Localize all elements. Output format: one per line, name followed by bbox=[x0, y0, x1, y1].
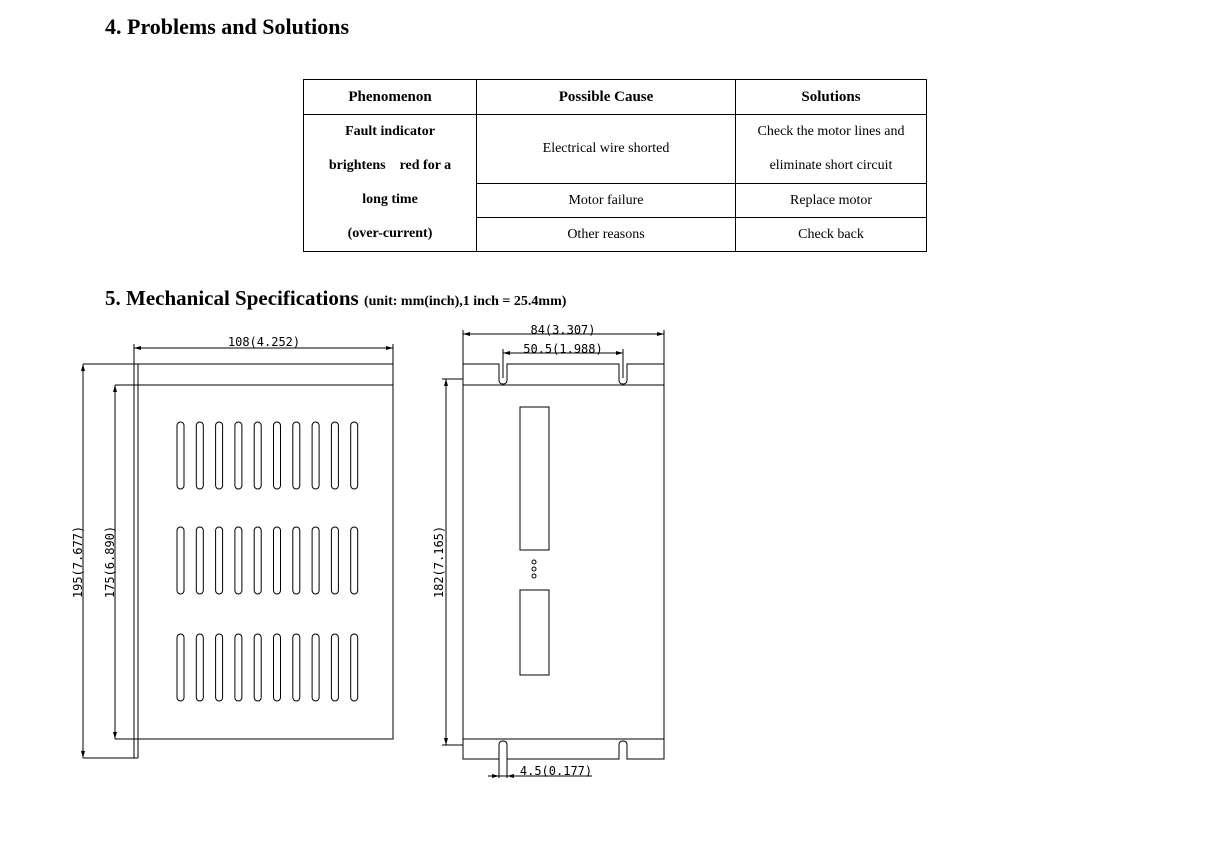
section-4-title: 4. Problems and Solutions bbox=[105, 14, 350, 39]
arrow-icon bbox=[507, 774, 514, 778]
arrow-icon bbox=[503, 351, 510, 355]
vent-slot bbox=[312, 634, 319, 701]
vent-slot bbox=[235, 527, 242, 594]
vent-slot bbox=[351, 422, 358, 489]
front-view-bottom-flange bbox=[463, 739, 664, 759]
solution-line: Check the motor lines and bbox=[757, 124, 905, 139]
arrow-icon bbox=[616, 351, 623, 355]
vent-slot bbox=[274, 634, 281, 701]
vent-slot bbox=[196, 527, 203, 594]
arrow-icon bbox=[134, 346, 141, 350]
front-view-body bbox=[463, 385, 664, 739]
arrow-icon bbox=[657, 332, 664, 336]
phenomenon-line: brightens red for a bbox=[328, 158, 452, 173]
dim-label-slot-width: 4.5(0.177) bbox=[519, 764, 593, 778]
vent-slot bbox=[331, 527, 338, 594]
arrow-icon bbox=[81, 364, 85, 371]
front-view-top-flange bbox=[463, 364, 664, 385]
arrow-icon bbox=[492, 774, 499, 778]
arrow-icon bbox=[463, 332, 470, 336]
vent-slot bbox=[177, 634, 184, 701]
arrow-icon bbox=[113, 732, 117, 739]
dim-label-side-height-inner: 175(6.890) bbox=[103, 525, 117, 599]
phenomenon-line: Fault indicator bbox=[345, 124, 435, 139]
vent-slot bbox=[293, 422, 300, 489]
vent-slot bbox=[331, 422, 338, 489]
vent-slot bbox=[216, 634, 223, 701]
cause-cell: Motor failure bbox=[477, 184, 736, 218]
vent-slot bbox=[254, 527, 261, 594]
vent-slot bbox=[254, 422, 261, 489]
vent-slot bbox=[331, 634, 338, 701]
vent-slot bbox=[293, 634, 300, 701]
arrow-icon bbox=[113, 385, 117, 392]
header-phenomenon: Phenomenon bbox=[304, 80, 477, 115]
vent-slot bbox=[312, 422, 319, 489]
vent-slot bbox=[177, 422, 184, 489]
vent-slot bbox=[216, 422, 223, 489]
header-possible-cause: Possible Cause bbox=[477, 80, 736, 115]
vent-slot bbox=[254, 634, 261, 701]
arrow-icon bbox=[81, 751, 85, 758]
front-connector-upper bbox=[520, 407, 549, 550]
dim-label-side-height-total: 195(7.677) bbox=[71, 525, 85, 599]
unit-note: (unit: mm(inch),1 inch = 25.4mm) bbox=[363, 294, 567, 309]
section-5-title-text: 5. Mechanical Specifications bbox=[105, 286, 359, 310]
solution-line: eliminate short circuit bbox=[769, 158, 893, 173]
vent-slot bbox=[196, 422, 203, 489]
arrow-icon bbox=[444, 379, 448, 386]
vent-slots bbox=[177, 422, 358, 701]
vent-slot bbox=[177, 527, 184, 594]
vent-slot bbox=[293, 527, 300, 594]
dim-label-hole-spacing: 50.5(1.988) bbox=[523, 342, 603, 356]
vent-slot bbox=[216, 527, 223, 594]
vent-slot bbox=[235, 422, 242, 489]
phenomenon-line: (over-current) bbox=[347, 226, 433, 241]
indicator-led-icon bbox=[532, 567, 536, 571]
header-solutions: Solutions bbox=[736, 80, 927, 115]
cause-cell: Other reasons bbox=[477, 218, 736, 252]
solution-cell: Check back bbox=[736, 218, 927, 252]
cause-cell: Electrical wire shorted bbox=[477, 115, 736, 184]
indicator-led-icon bbox=[532, 560, 536, 564]
vent-slot bbox=[351, 634, 358, 701]
indicator-led-icon bbox=[532, 574, 536, 578]
vent-slot bbox=[312, 527, 319, 594]
arrow-icon bbox=[386, 346, 393, 350]
arrow-icon bbox=[444, 738, 448, 745]
dim-label-front-width: 84(3.307) bbox=[530, 323, 596, 337]
side-view-body bbox=[134, 364, 393, 739]
vent-slot bbox=[351, 527, 358, 594]
phenomenon-line: long time bbox=[362, 192, 418, 207]
dim-label-side-width: 108(4.252) bbox=[227, 335, 301, 349]
vent-slot bbox=[274, 527, 281, 594]
dim-label-front-height: 182(7.165) bbox=[432, 525, 446, 599]
vent-slot bbox=[235, 634, 242, 701]
vent-slot bbox=[274, 422, 281, 489]
vent-slot bbox=[196, 634, 203, 701]
solution-cell: Replace motor bbox=[736, 184, 927, 218]
front-connector-lower bbox=[520, 590, 549, 675]
